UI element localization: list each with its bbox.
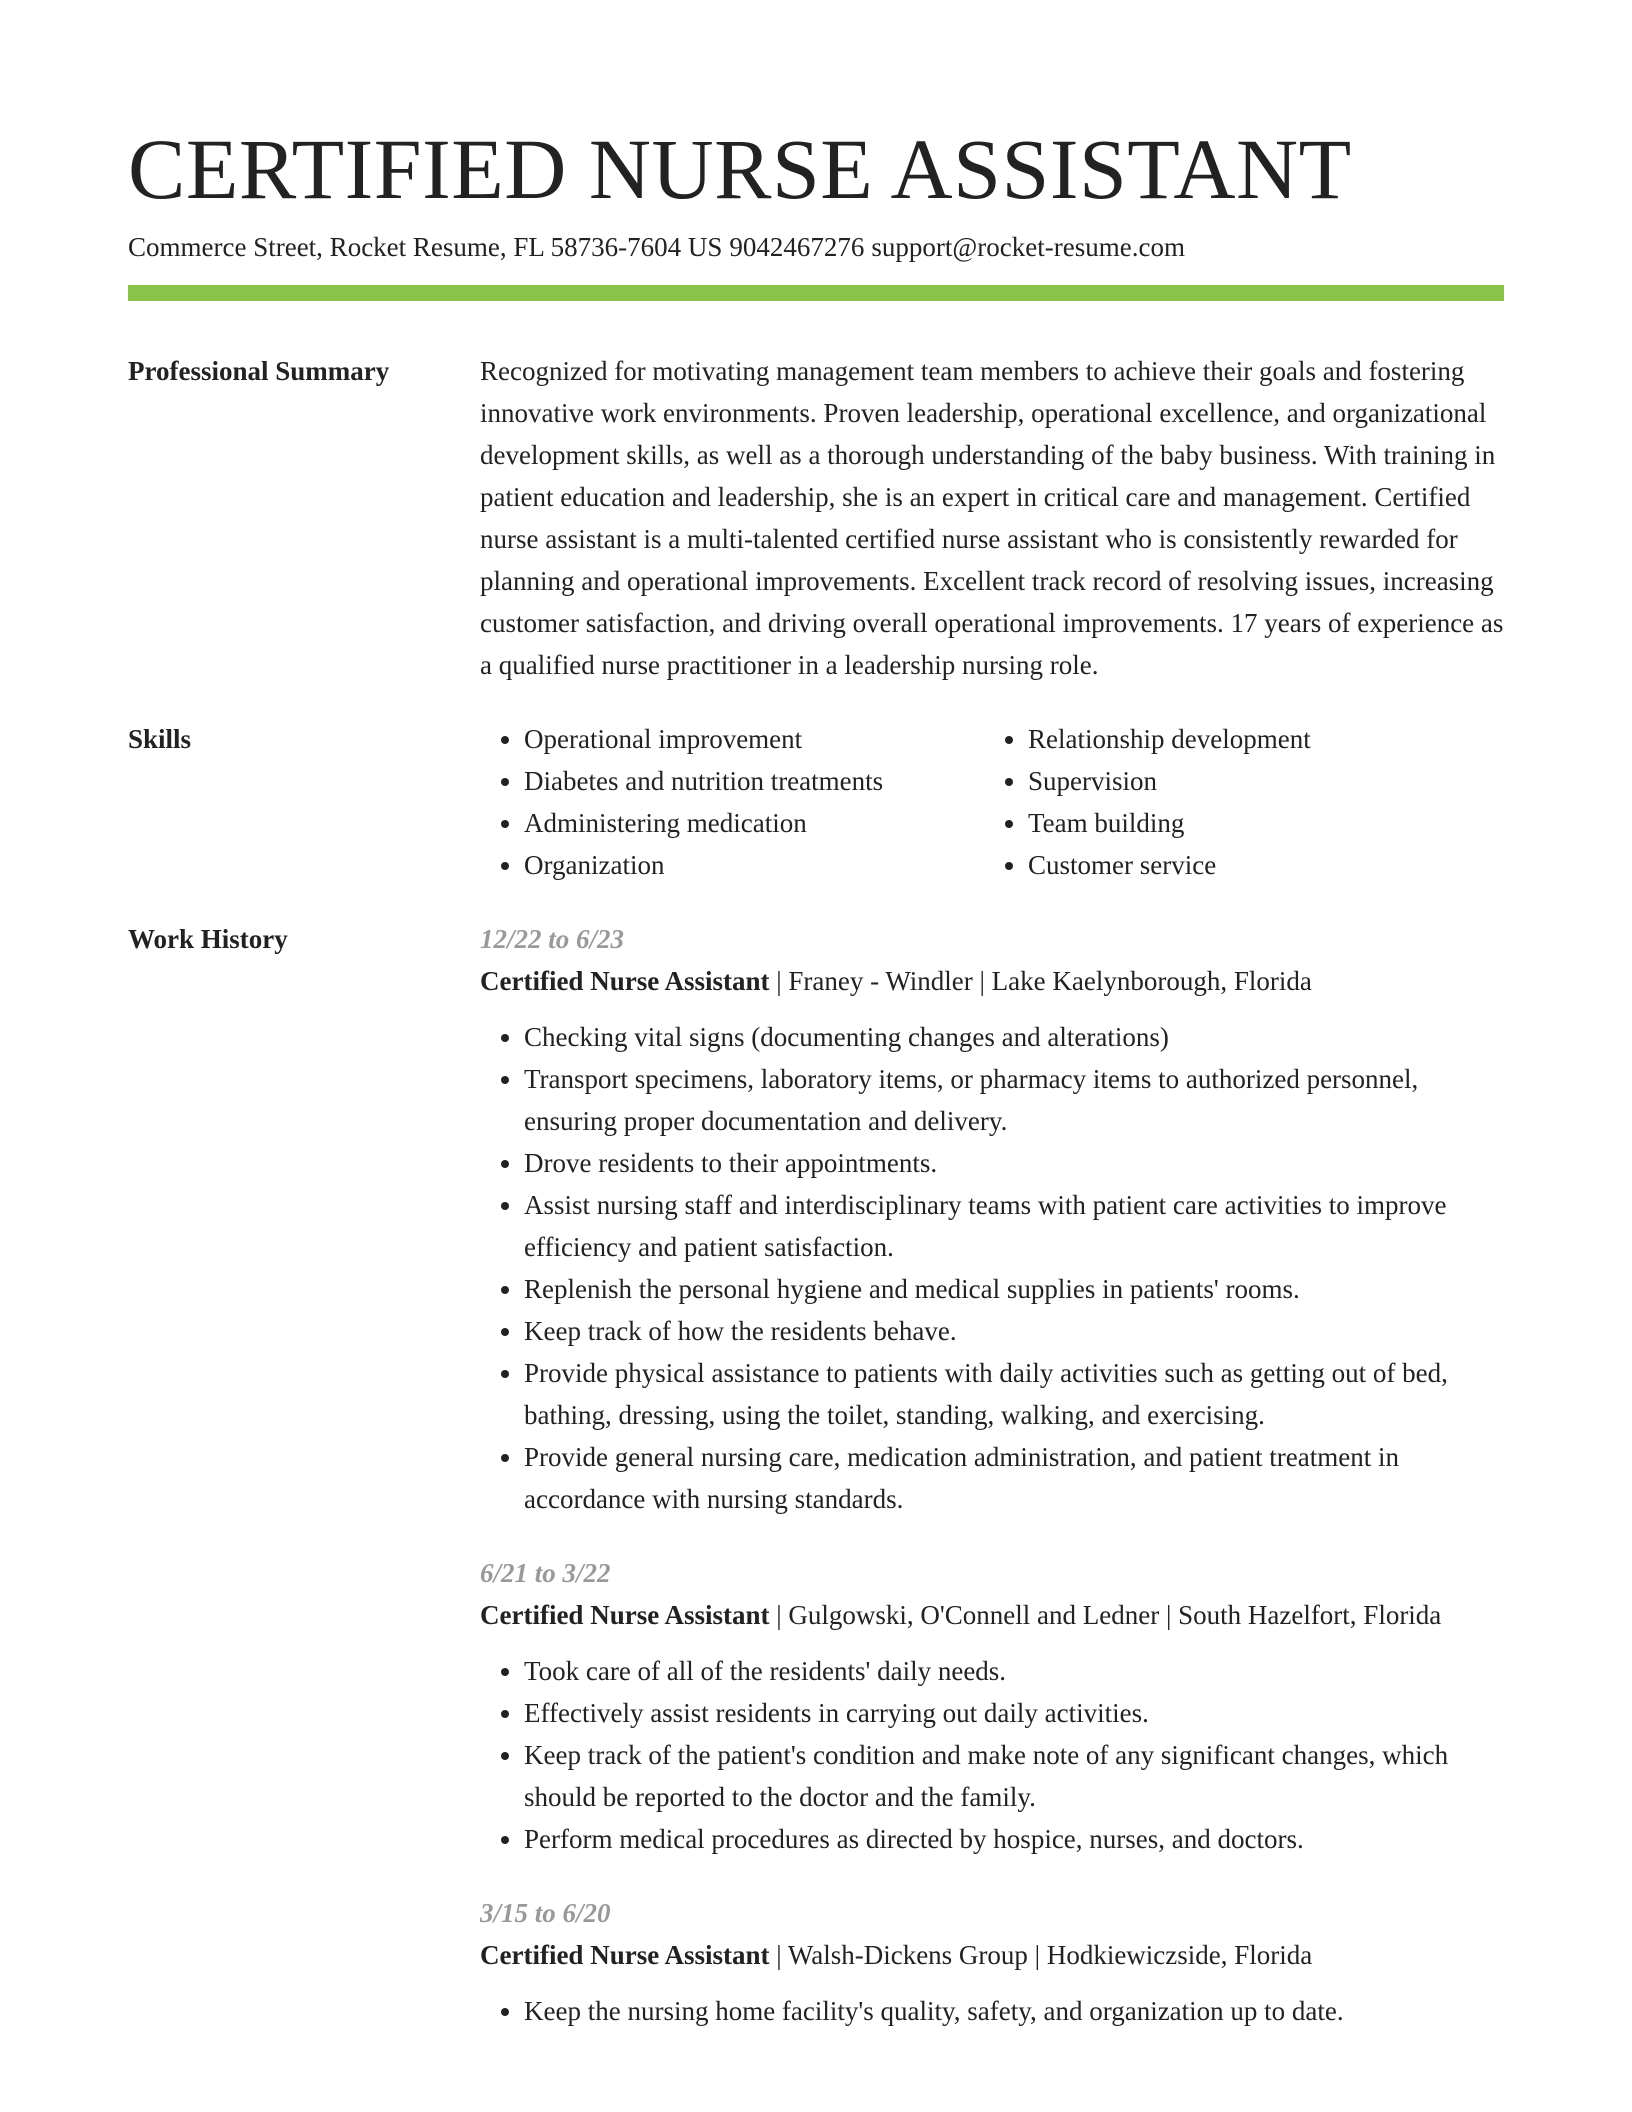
job-details: | Walsh-Dickens Group | Hodkiewiczside, Florida: [769, 1940, 1313, 1970]
job-dates: 6/21 to 3/22: [480, 1558, 611, 1588]
job-heading: [480, 960, 1504, 1002]
skills-label: Skills: [128, 724, 192, 754]
job-title: Certified Nurse Assistant: [480, 1600, 770, 1630]
job-title: Certified Nurse Assistant: [480, 966, 770, 996]
contact-email: support@rocket-resume.com: [871, 232, 1185, 262]
job-bullet: • Provide general nursing care, medication administration, and patient treatment in accordance with nursing standards.: [524, 1436, 1504, 1520]
job-bullet: • Keep track of the patient's condition and make note of any significant changes, which should be reported to the doctor and the family.: [524, 1734, 1504, 1818]
job-entry: [480, 1892, 1504, 2032]
summary-label: Professional Summary: [128, 356, 390, 386]
job-details: | Franey - Windler | Lake Kaelynborough, Florida: [769, 966, 1312, 996]
summary-text: Recognized for motivating management team members to achieve their goals and fostering innovative work environments. Proven leadership, operational excellence, and organizational development skills, as well as a thorough understanding of the baby business. With training in patient education and leadership, she is an expert in critical care and management. Certified nurse assistant is a multi-talented certified nurse assistant who is consistently rewarded for planning and operational improvements. Excellent track record of resolving issues, increasing customer satisfaction, and driving overall operational improvements. 17 years of experience as a qualified nurse practitioner in a leadership nursing role.: [480, 356, 1504, 680]
job-title: Certified Nurse Assistant: [480, 1940, 770, 1970]
job-heading: [480, 1934, 1504, 1976]
skill-item: • Team building: [1028, 802, 1488, 844]
header-divider: [128, 285, 1504, 301]
job-entry: [480, 918, 1504, 1520]
skills-list-left: [480, 718, 984, 886]
job-details: | Gulgowski, O'Connell and Ledner | South Hazelfort, Florida: [769, 1600, 1442, 1630]
job-dates: 12/22 to 6/23: [480, 924, 625, 954]
summary-section: [128, 350, 1504, 686]
job-bullet: • Keep track of how the residents behave.: [524, 1310, 1504, 1352]
skill-item: • Administering medication: [524, 802, 984, 844]
job-bullets: [480, 1016, 1504, 1520]
job-bullet: • Keep the nursing home facility's quality, safety, and organization up to date.: [524, 1990, 1504, 2032]
skill-item: • Operational improvement: [524, 718, 984, 760]
contact-address: Commerce Street, Rocket Resume, FL 58736-7604 US: [128, 232, 723, 262]
job-entry: [480, 1552, 1504, 1860]
job-bullet: • Effectively assist residents in carrying out daily activities.: [524, 1692, 1504, 1734]
skills-section: [128, 718, 1504, 886]
job-dates: 3/15 to 6/20: [480, 1898, 611, 1928]
contact-line: [128, 232, 1185, 263]
job-bullet: • Replenish the personal hygiene and medical supplies in patients' rooms.: [524, 1268, 1504, 1310]
skill-item: • Customer service: [1028, 844, 1488, 886]
skills-list-right: [984, 718, 1488, 886]
work-history-label: Work History: [128, 924, 288, 954]
contact-phone: 9042467276: [729, 232, 865, 262]
resume-name: CERTIFIED NURSE ASSISTANT: [128, 121, 1352, 217]
skill-item: • Relationship development: [1028, 718, 1488, 760]
work-history-section: [128, 918, 1504, 2032]
job-bullet: • Drove residents to their appointments.: [524, 1142, 1504, 1184]
skill-item: • Diabetes and nutrition treatments: [524, 760, 984, 802]
job-bullet: • Checking vital signs (documenting changes and alterations): [524, 1016, 1504, 1058]
job-bullets: [480, 1990, 1504, 2032]
skill-item: • Supervision: [1028, 760, 1488, 802]
job-bullet: • Transport specimens, laboratory items, or pharmacy items to authorized personnel, ensuring proper documentation and delivery.: [524, 1058, 1504, 1142]
job-heading: [480, 1594, 1504, 1636]
resume-sections: [128, 350, 1504, 2064]
job-bullet: • Perform medical procedures as directed by hospice, nurses, and doctors.: [524, 1818, 1504, 1860]
job-bullets: [480, 1650, 1504, 1860]
job-bullet: • Took care of all of the residents' daily needs.: [524, 1650, 1504, 1692]
job-bullet: • Provide physical assistance to patients with daily activities such as getting out of bed, bathing, dressing, using the toilet, standing, walking, and exercising.: [524, 1352, 1504, 1436]
job-bullet: • Assist nursing staff and interdisciplinary teams with patient care activities to improve efficiency and patient satisfaction.: [524, 1184, 1504, 1268]
skill-item: • Organization: [524, 844, 984, 886]
